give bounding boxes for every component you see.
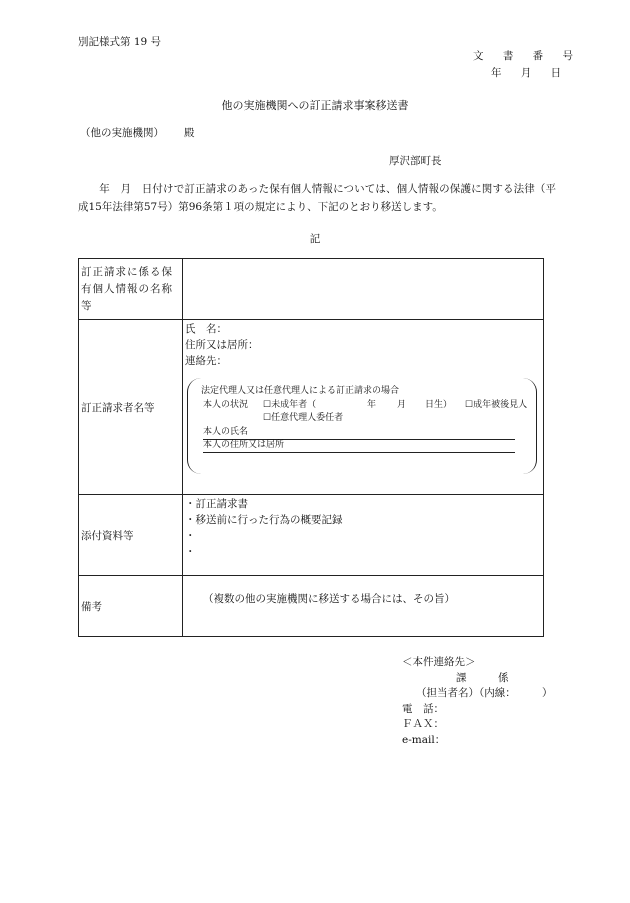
birth-month-label: 月	[397, 400, 407, 410]
voluntary-agent-checkbox[interactable]: ☐任意代理人委任者	[263, 413, 344, 423]
attachment-item: ・	[185, 546, 196, 558]
contact-phone: 電 話：	[402, 702, 444, 715]
table-row	[79, 259, 544, 320]
table-row	[79, 495, 544, 576]
remarks-cell	[183, 576, 544, 637]
row-label-remarks: 備考	[79, 576, 183, 637]
row-label-attachments: 添付資料等	[79, 495, 183, 576]
transfer-table	[78, 258, 544, 637]
document-title: 他の実施機関への訂正請求事案移送書	[221, 99, 409, 112]
info-name-cell[interactable]	[183, 259, 544, 320]
contact-dept: 課 係	[456, 671, 509, 684]
adult-ward-checkbox[interactable]: ☐成年被後見人	[465, 400, 528, 410]
requester-address-label: 住所又は居所：	[185, 339, 259, 351]
table-row	[79, 320, 544, 495]
birth-year-label: 年	[367, 400, 377, 410]
contact-email: e-mail：	[402, 733, 446, 746]
row-label-requester: 訂正請求者名等	[79, 320, 183, 495]
document-date-label: 年 月 日	[491, 67, 570, 79]
body-text: 年 月 日付けで訂正請求のあった保有個人情報については、個人情報の保護に関する法律（平成15年法律第57号）第96条第１項の規定により、下記のとおり移送します。	[78, 183, 556, 213]
attachment-item: ・移送前に行った行為の概要記録	[185, 514, 343, 526]
contact-person: （担当者名）（内線： ）	[416, 687, 553, 699]
attachments-cell	[183, 495, 544, 576]
principal-address-line[interactable]: 本人の住所又は居所	[203, 438, 515, 453]
principal-name-line[interactable]: 本人の氏名	[203, 425, 515, 440]
contact-title: ＜本件連絡先＞	[402, 656, 476, 668]
requester-cell	[183, 320, 544, 495]
principal-status-label: 本人の状況	[203, 400, 249, 410]
table-row	[79, 576, 544, 637]
birth-day-label: 日生）	[425, 400, 453, 410]
attachment-item: ・訂正請求書	[185, 498, 248, 510]
remarks-note: （複数の他の実施機関に移送する場合には、その旨）	[203, 593, 455, 605]
addressee-name: （他の実施機関）	[80, 127, 164, 139]
ki-heading: 記	[309, 233, 321, 245]
row-label-info-name: 訂正請求に係る保有個人情報の名称等	[79, 259, 183, 320]
document-number-label: 文 書 番 号	[473, 50, 582, 62]
requester-name-label: 氏 名：	[185, 323, 227, 335]
addressee	[80, 125, 195, 140]
contact-fax: ＦＡＸ：	[402, 718, 444, 730]
minor-checkbox[interactable]: ☐未成年者（	[263, 400, 317, 410]
addressee-honorific: 殿	[184, 127, 195, 139]
form-number: 別記様式第 19 号	[78, 36, 162, 48]
requester-contact-label: 連絡先：	[185, 355, 227, 367]
contact-block	[402, 655, 553, 748]
attachment-item: ・	[185, 530, 196, 542]
proxy-title: 法定代理人又は任意代理人による訂正請求の場合	[201, 386, 400, 396]
sender: 厚沢部町長	[389, 155, 442, 167]
